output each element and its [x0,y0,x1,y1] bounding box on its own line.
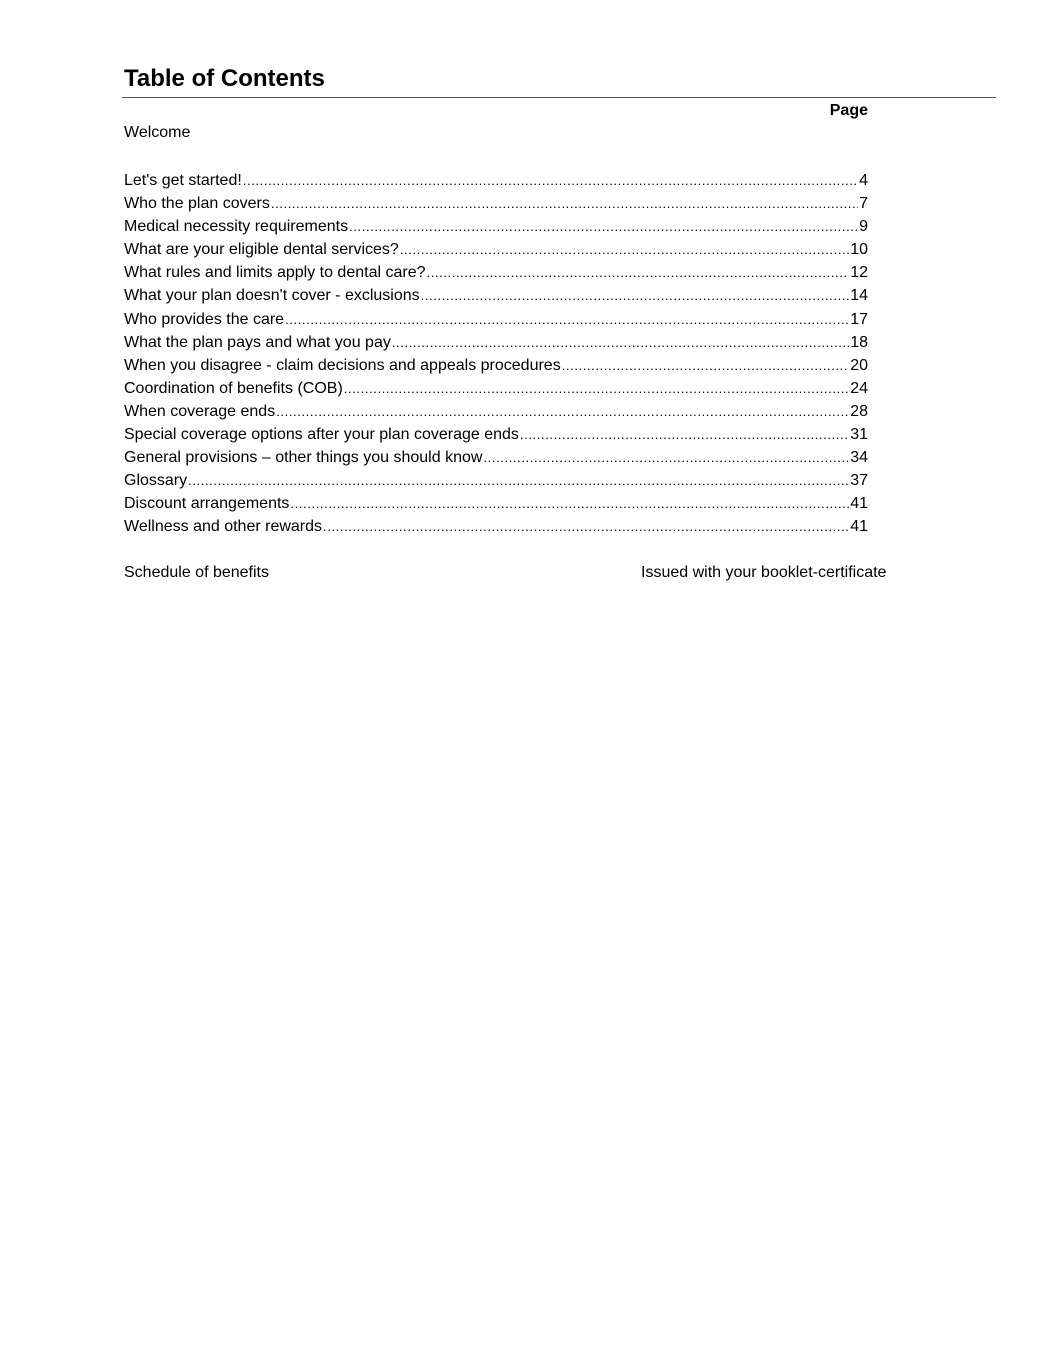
toc-entry-title: What your plan doesn't cover - exclusions [124,287,420,305]
toc-welcome-entry[interactable]: Welcome [124,124,191,141]
title-divider [122,97,996,98]
toc-entry-page: 18 [850,333,868,351]
toc-dot-leader [188,469,849,492]
toc-entry[interactable] [124,261,868,284]
toc-dot-leader [520,423,849,446]
toc-entry[interactable] [124,284,868,307]
toc-entry-title: Who the plan covers [124,195,270,213]
toc-entry-title: Discount arrangements [124,495,290,513]
toc-entry[interactable] [124,238,868,261]
toc-dot-leader [290,492,849,515]
toc-entry-page: 4 [859,172,868,189]
toc-entry[interactable] [124,515,868,538]
toc-dot-leader [392,331,849,354]
toc-entry-title: Glossary [124,472,188,490]
toc-entry-title: What the plan pays and what you pay [124,333,391,351]
toc-dot-leader [344,377,849,400]
page-column-header: Page [829,102,868,119]
toc-entry[interactable] [124,169,868,192]
toc-entry-title: What are your eligible dental services? [124,241,399,259]
toc-dot-leader [349,215,858,238]
toc-dot-leader [421,284,850,307]
toc-entry-page: 41 [850,518,868,536]
toc-entry[interactable] [124,400,868,423]
toc-entry-page: 34 [850,449,868,467]
toc-entry[interactable] [124,331,868,354]
toc-dot-leader [323,515,849,538]
toc-dot-leader [276,400,849,423]
toc-dot-leader [483,446,849,469]
toc-entry-title: Special coverage options after your plan coverage ends [124,426,519,444]
toc-entry-page: 9 [859,218,868,236]
page-title: Table of Contents [124,65,325,92]
toc-entry[interactable] [124,377,868,400]
toc-entry-page: 12 [850,264,868,282]
toc-entry[interactable] [124,492,868,515]
toc-entry-title: What rules and limits apply to dental care? [124,264,426,282]
toc-entry-title: Let's get started! [124,172,242,189]
toc-list [124,169,868,539]
toc-dot-leader [285,308,849,331]
toc-entry[interactable] [124,423,868,446]
toc-entry-page: 20 [850,356,868,374]
toc-entry-page: 7 [859,195,868,213]
toc-entry-title: Coordination of benefits (COB) [124,379,343,397]
toc-dot-leader [243,169,858,192]
schedule-issued-note: Issued with your booklet-certificate [641,564,887,581]
toc-entry-title: Who provides the care [124,310,285,328]
toc-entry-page: 28 [850,402,868,420]
toc-dot-leader [400,238,849,261]
toc-entry-page: 31 [850,426,868,444]
toc-entry[interactable] [124,192,868,215]
toc-entry-page: 17 [850,310,868,328]
toc-entry-title: Medical necessity requirements [124,218,349,236]
toc-entry-page: 14 [850,287,868,305]
toc-entry-title: Wellness and other rewards [124,518,323,536]
toc-dot-leader [271,192,858,215]
toc-entry[interactable] [124,469,868,492]
schedule-of-benefits-entry[interactable]: Schedule of benefits [124,564,269,581]
toc-entry-title: When you disagree - claim decisions and appeals procedures [124,356,561,374]
toc-entry-page: 24 [850,379,868,397]
toc-entry-page: 10 [850,241,868,259]
toc-entry[interactable] [124,308,868,331]
toc-entry-page: 41 [850,495,868,513]
toc-entry[interactable] [124,215,868,238]
toc-dot-leader [426,261,849,284]
toc-entry[interactable] [124,354,868,377]
toc-entry-title: General provisions – other things you should know [124,449,483,467]
toc-dot-leader [562,354,850,377]
toc-entry-page: 37 [850,472,868,490]
toc-entry-title: When coverage ends [124,402,276,420]
toc-entry[interactable] [124,446,868,469]
